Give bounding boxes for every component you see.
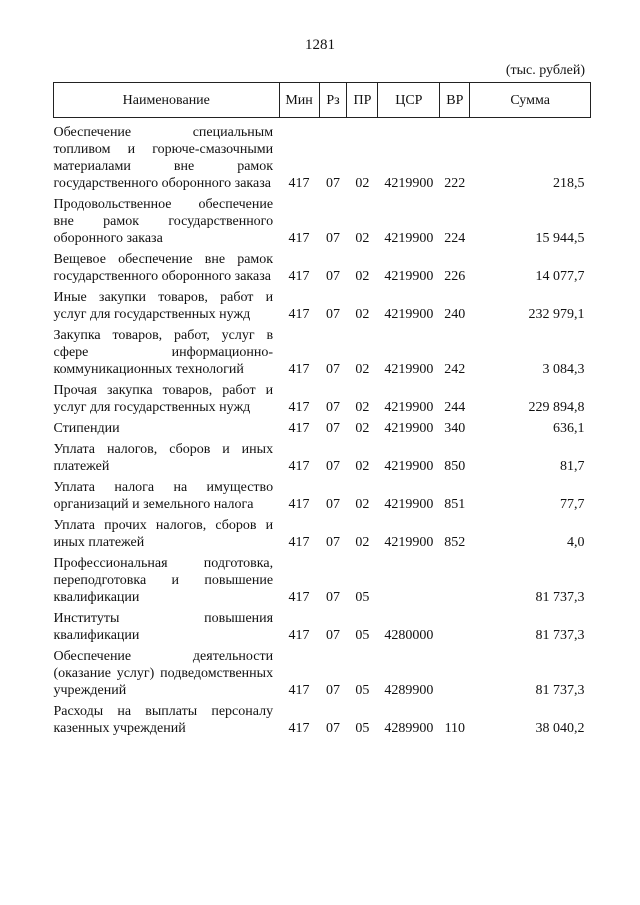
cell-name: Продовольственное обеспечение вне рамок государственного оборонного заказа	[53, 197, 274, 246]
cell-pr: 02	[355, 269, 370, 284]
budget-table	[53, 82, 591, 741]
header-name: Наименование	[54, 83, 280, 118]
cell-vr: 224	[444, 231, 466, 246]
table-body	[54, 118, 591, 742]
cell-name: Уплата прочих налогов, сборов и иных платежей	[53, 518, 274, 550]
cell-csr: 4280000	[384, 628, 434, 643]
cell-rz: 07	[325, 231, 340, 246]
cell-min: 417	[288, 683, 310, 698]
cell-pr: 05	[355, 590, 370, 605]
cell-rz: 07	[325, 497, 340, 512]
cell-vr: 850	[444, 459, 466, 474]
cell-rz: 07	[325, 269, 340, 284]
cell-min: 417	[288, 535, 310, 550]
cell-min: 417	[288, 231, 310, 246]
cell-csr	[378, 555, 440, 610]
cell-vr: 244	[444, 400, 466, 415]
cell-csr: 4219900	[384, 459, 434, 474]
table-row	[54, 251, 591, 289]
table-row	[54, 382, 591, 420]
cell-pr: 02	[355, 307, 370, 322]
table-row	[54, 479, 591, 517]
cell-csr: 4219900	[384, 421, 434, 436]
cell-min: 417	[288, 628, 310, 643]
cell-min: 417	[288, 497, 310, 512]
table-row	[54, 555, 591, 610]
cell-min: 417	[288, 307, 310, 322]
cell-pr: 02	[355, 176, 370, 191]
cell-sum: 38 040,2	[535, 721, 585, 736]
cell-name: Уплата налогов, сборов и иных платежей	[53, 442, 274, 474]
cell-pr: 02	[355, 400, 370, 415]
cell-name: Обеспечение специальным топливом и горюче-смазочными материалами вне рамок государственного оборонного заказа	[53, 125, 274, 191]
cell-sum: 14 077,7	[535, 269, 585, 284]
cell-csr: 4219900	[384, 269, 434, 284]
cell-csr: 4219900	[384, 535, 434, 550]
header-min: Мин	[279, 83, 319, 118]
cell-pr: 02	[355, 421, 370, 436]
cell-vr: 222	[444, 176, 466, 191]
cell-rz: 07	[325, 421, 340, 436]
cell-min: 417	[288, 421, 310, 436]
cell-sum: 81 737,3	[535, 683, 585, 698]
cell-sum: 636,1	[553, 421, 585, 436]
cell-name: Профессиональная подготовка, переподготовка и повышение квалификации	[53, 556, 274, 605]
cell-vr	[440, 555, 470, 610]
cell-sum: 229 894,8	[528, 400, 585, 415]
table-row	[54, 289, 591, 327]
table-row	[54, 327, 591, 382]
cell-pr: 02	[355, 497, 370, 512]
cell-sum: 218,5	[553, 176, 585, 191]
cell-rz: 07	[325, 459, 340, 474]
cell-pr: 02	[355, 231, 370, 246]
cell-name: Иные закупки товаров, работ и услуг для государственных нужд	[53, 290, 274, 322]
cell-csr: 4219900	[384, 176, 434, 191]
cell-min: 417	[288, 721, 310, 736]
cell-vr: 851	[444, 497, 466, 512]
cell-rz: 07	[325, 721, 340, 736]
cell-rz: 07	[325, 535, 340, 550]
cell-rz: 07	[325, 683, 340, 698]
cell-rz: 07	[325, 362, 340, 377]
cell-vr: 240	[444, 307, 466, 322]
cell-rz: 07	[325, 307, 340, 322]
cell-pr: 05	[355, 721, 370, 736]
cell-vr	[440, 648, 470, 703]
cell-rz: 07	[325, 590, 340, 605]
header-rz: Рз	[319, 83, 347, 118]
cell-csr: 4219900	[384, 362, 434, 377]
table-row	[54, 420, 591, 441]
cell-name: Прочая закупка товаров, работ и услуг для государственных нужд	[53, 383, 274, 415]
cell-sum: 81,7	[560, 459, 585, 474]
cell-vr	[440, 610, 470, 648]
page-number: 1281	[305, 37, 335, 53]
cell-min: 417	[288, 362, 310, 377]
cell-name: Расходы на выплаты персоналу казенных учреждений	[53, 704, 274, 736]
cell-rz: 07	[325, 628, 340, 643]
cell-pr: 05	[355, 683, 370, 698]
cell-rz: 07	[325, 176, 340, 191]
cell-pr: 02	[355, 535, 370, 550]
cell-min: 417	[288, 176, 310, 191]
cell-sum: 3 084,3	[542, 362, 585, 377]
cell-pr: 02	[355, 459, 370, 474]
cell-csr: 4219900	[384, 400, 434, 415]
header-csr: ЦСР	[378, 83, 440, 118]
cell-sum: 4,0	[567, 535, 585, 550]
cell-vr: 110	[444, 721, 466, 736]
cell-min: 417	[288, 459, 310, 474]
table-row	[54, 703, 591, 741]
cell-name: Уплата налога на имущество организаций и земельного налога	[53, 480, 274, 512]
table-row	[54, 648, 591, 703]
cell-vr: 242	[444, 362, 466, 377]
cell-csr: 4219900	[384, 307, 434, 322]
units-label: (тыс. рублей)	[505, 63, 585, 78]
table-row	[54, 118, 591, 197]
header-sum: Сумма	[470, 83, 591, 118]
cell-sum: 77,7	[560, 497, 585, 512]
cell-sum: 81 737,3	[535, 590, 585, 605]
cell-csr: 4289900	[384, 683, 434, 698]
header-pr: ПР	[347, 83, 378, 118]
table-row	[54, 441, 591, 479]
cell-csr: 4219900	[384, 231, 434, 246]
cell-vr: 340	[444, 421, 466, 436]
cell-pr: 05	[355, 628, 370, 643]
cell-min: 417	[288, 590, 310, 605]
cell-rz: 07	[325, 400, 340, 415]
cell-name: Вещевое обеспечение вне рамок государственного оборонного заказа	[53, 252, 274, 284]
cell-name: Стипендии	[53, 421, 120, 436]
cell-vr: 852	[444, 535, 466, 550]
cell-sum: 15 944,5	[535, 231, 585, 246]
cell-vr: 226	[444, 269, 466, 284]
cell-min: 417	[288, 269, 310, 284]
table-row	[54, 610, 591, 648]
cell-csr: 4289900	[384, 721, 434, 736]
table-row	[54, 196, 591, 251]
table-header-row	[54, 83, 591, 118]
cell-name: Институты повышения квалификации	[53, 611, 274, 643]
cell-min: 417	[288, 400, 310, 415]
cell-name: Обеспечение деятельности (оказание услуг) подведомственных учреждений	[53, 649, 274, 698]
cell-sum: 232 979,1	[528, 307, 585, 322]
cell-name: Закупка товаров, работ, услуг в сфере информационно-коммуникационных технологий	[53, 328, 274, 377]
cell-sum: 81 737,3	[535, 628, 585, 643]
cell-pr: 02	[355, 362, 370, 377]
table-row	[54, 517, 591, 555]
header-vr: ВР	[440, 83, 470, 118]
cell-csr: 4219900	[384, 497, 434, 512]
